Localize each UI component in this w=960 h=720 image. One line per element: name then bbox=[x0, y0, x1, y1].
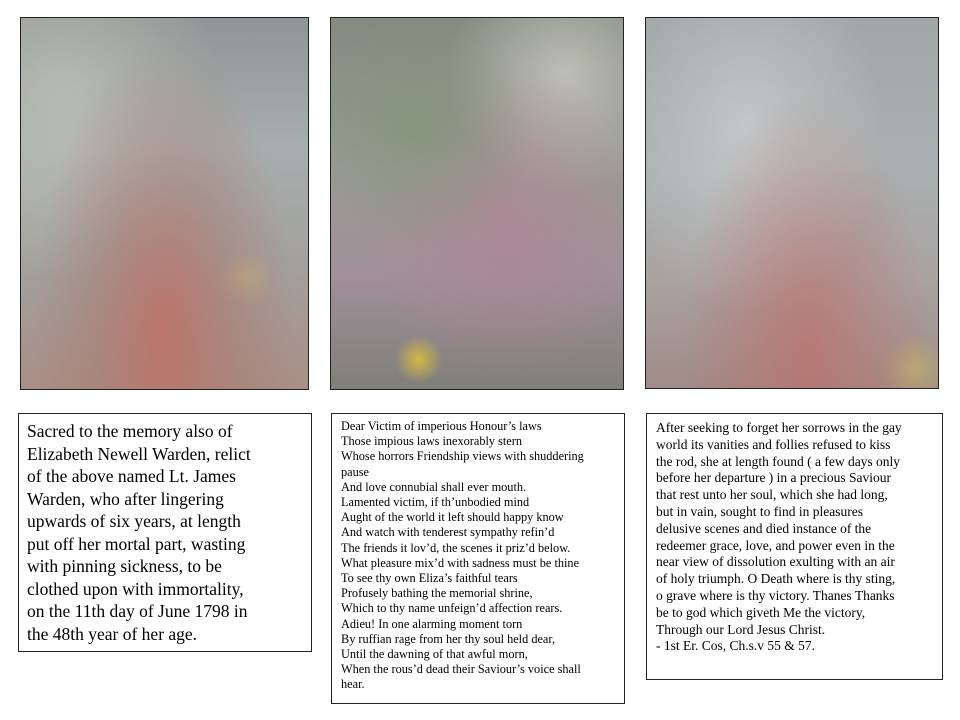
transcript-line: the 48th year of her age. bbox=[27, 623, 198, 644]
transcript-line: Lamented victim, if th’unbodied mind bbox=[341, 495, 530, 510]
transcript-line: Aught of the world it left should happy know bbox=[341, 510, 564, 525]
transcript-line: Which to thy name unfeign’d affection rears. bbox=[341, 601, 563, 616]
transcript-line: Elizabeth Newell Warden, relict bbox=[27, 443, 251, 464]
transcript-line: delusive scenes and died instance of the bbox=[656, 520, 872, 536]
transcript-line: Through our Lord Jesus Christ. bbox=[656, 621, 826, 637]
transcript-line: of the above named Lt. James bbox=[27, 466, 236, 486]
transcript-line: that rest unto her soul, which she had long, bbox=[656, 487, 888, 503]
transcript-line: hear. bbox=[341, 677, 365, 692]
transcript-line: Sacred to the memory also of bbox=[27, 421, 233, 441]
transcript-line: on the 11th day of June 1798 in bbox=[27, 601, 248, 621]
transcript-line: world its vanities and follies refused to kiss bbox=[656, 436, 891, 452]
transcript-line: Until the dawning of that awful morn, bbox=[341, 647, 528, 662]
transcript-line: clothed upon with immortality, bbox=[27, 578, 244, 599]
transcript-line: pause bbox=[341, 464, 369, 479]
transcript-line: redeemer grace, love, and power even in the bbox=[656, 537, 895, 553]
transcript-line: And love connubial shall ever mouth. bbox=[341, 479, 527, 494]
transcript-line: put off her mortal part, wasting bbox=[27, 533, 246, 554]
inscription-transcript-left bbox=[18, 413, 312, 652]
transcript-line: upwards of six years, at length bbox=[27, 511, 241, 531]
transcript-line: - 1st Er. Cos, Ch.s.v 55 & 57. bbox=[656, 638, 816, 654]
gravestone-photo-middle bbox=[330, 17, 624, 390]
transcript-line: What pleasure mix’d with sadness must be thine bbox=[341, 555, 580, 570]
transcript-line: Dear Victim of imperious Honour’s laws bbox=[341, 419, 542, 433]
transcript-line: Profusely bathing the memorial shrine, bbox=[341, 586, 533, 601]
transcript-line: Whose horrors Friendship views with shuddering bbox=[341, 449, 584, 464]
transcript-line: By ruffian rage from her thy soul held dear, bbox=[341, 631, 556, 646]
transcript-line: The friends it lov’d, the scenes it priz’d below. bbox=[341, 540, 571, 555]
transcript-line: Warden, who after lingering bbox=[27, 488, 224, 509]
gravestone-photo-left bbox=[20, 17, 309, 390]
transcript-line: To see thy own Eliza’s faithful tears bbox=[341, 571, 518, 586]
transcript-line: Adieu! In one alarming moment torn bbox=[341, 616, 523, 631]
transcript-line: be to god which giveth Me the victory, bbox=[656, 604, 866, 620]
gravestone-photo-right bbox=[645, 17, 939, 389]
transcript-line: o grave where is thy victory. Thanes Thanks bbox=[656, 587, 895, 603]
transcript-line: the rod, she at length found ( a few days only bbox=[656, 453, 901, 469]
transcript-line: near view of dissolution exulting with an air bbox=[656, 554, 895, 570]
transcript-line: After seeking to forget her sorrows in the gay bbox=[656, 420, 902, 435]
transcript-line: of holy triumph. O Death where is thy sting, bbox=[656, 571, 896, 587]
transcript-line: before her departure ) in a precious Saviour bbox=[656, 470, 892, 486]
transcript-line: but in vain, sought to find in pleasures bbox=[656, 503, 863, 519]
inscription-transcript-middle bbox=[331, 413, 625, 704]
transcript-line: When the rous’d dead their Saviour’s voice shall bbox=[341, 662, 581, 677]
transcript-line: And watch with tenderest sympathy refin’d bbox=[341, 525, 555, 540]
transcript-line: Those impious laws inexorably stern bbox=[341, 434, 523, 449]
inscription-transcript-right bbox=[646, 413, 943, 680]
transcript-line: with pinning sickness, to be bbox=[27, 556, 222, 576]
